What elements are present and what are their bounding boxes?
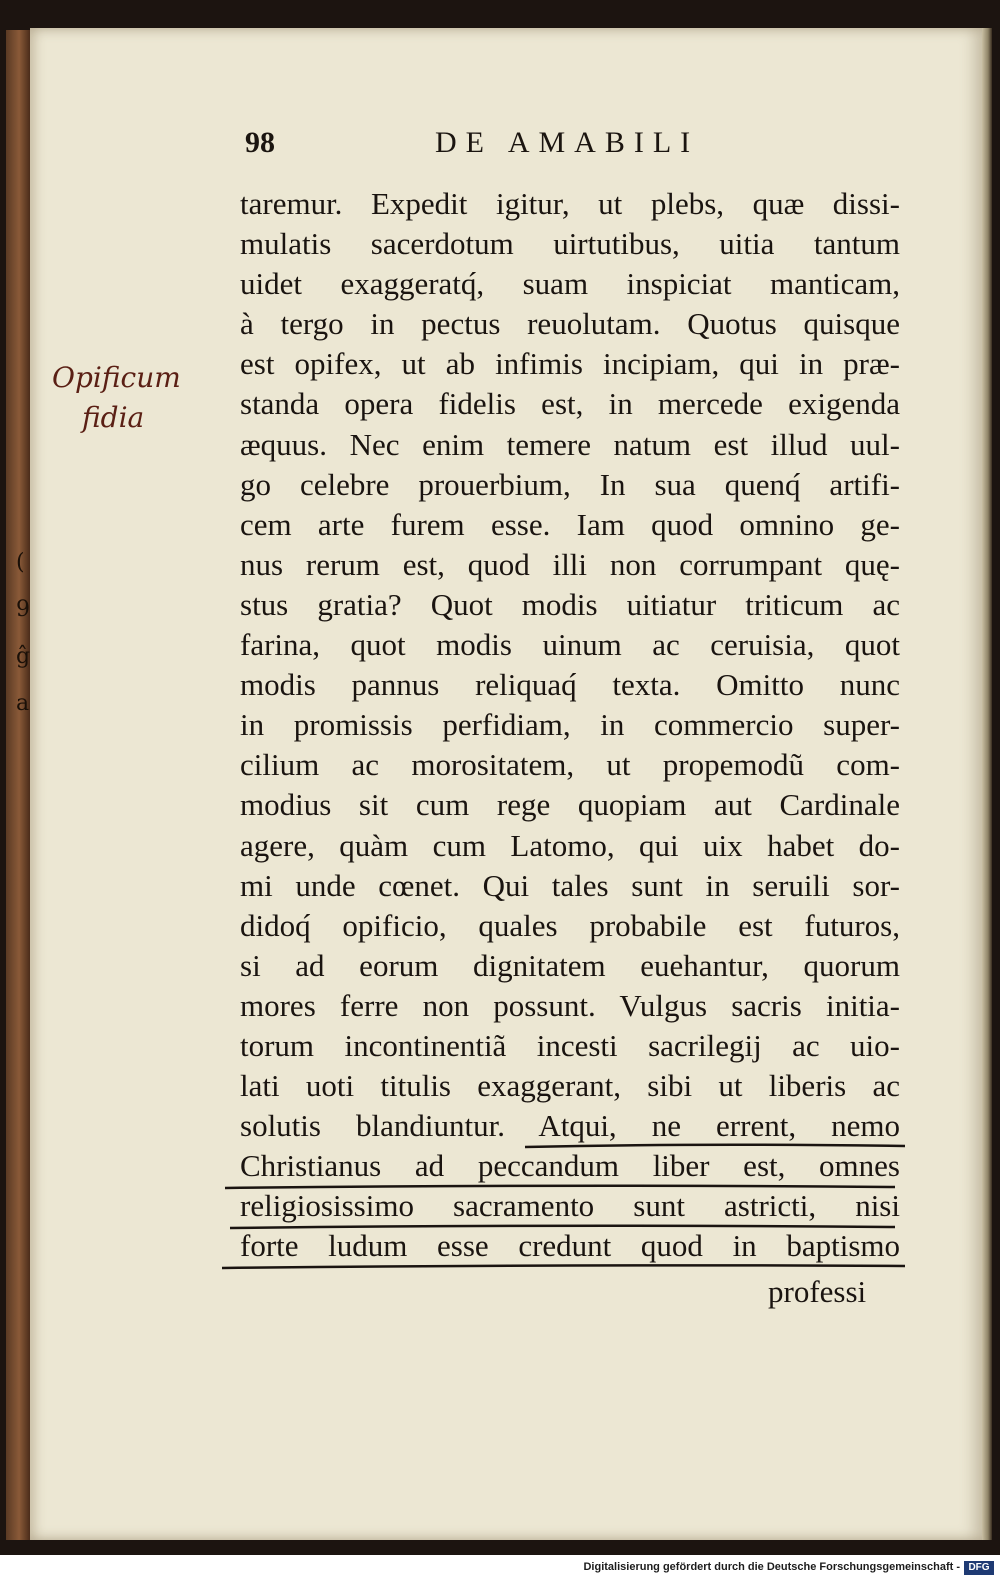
footer-credit: Digitalisierung gefördert durch die Deutsche Forschungsgemeinschaft - [583,1561,960,1573]
text-line: mulatis sacerdotum uirtutibus, uitia tantum [240,226,900,262]
spine-mark: ( [16,550,25,575]
text-line: agere, quàm cum Latomo, qui uix habet do- [240,827,900,863]
spine-mark: 9 [16,597,30,622]
page-number: 98 [245,126,275,159]
text-line: modis pannus reliquaq́ texta. Omitto nunc [240,667,900,703]
catchword: professi [768,1274,867,1309]
underline-stroke [230,1226,895,1228]
text-line: cilium ac morositatem, ut propemodũ com- [240,747,900,783]
text-line: in promissis perfidiam, in commercio super- [240,707,900,743]
text-line: est opifex, ut ab infimis incipiam, qui in præ- [240,346,900,382]
text-line: forte ludum esse credunt quod in baptismo [240,1228,900,1264]
text-line: si ad eorum dignitatem euehantur, quorum [240,947,900,983]
dfg-logo-icon: DFG [964,1561,994,1575]
running-title: DE AMABILI [435,126,700,159]
text-line: solutis blandiuntur. Atqui, ne errent, nemo [240,1108,900,1144]
text-line: mi unde cœnet. Qui tales sunt in seruili sor- [240,867,900,903]
text-line: Christianus ad peccandum liber est, omnes [240,1148,900,1184]
spine-mark: ĝ [16,644,31,669]
text-line: æquus. Nec enim temere natum est illud uul- [240,426,900,462]
text-line: torum incontinentiã incesti sacrilegij ac uio- [240,1027,900,1063]
underline-stroke [525,1145,905,1147]
marginal-note: fidia [82,401,145,434]
text-line: standa opera fidelis est, in mercede exigenda [240,386,900,422]
text-line: uidet exaggeratq́, suam inspiciat manticam, [240,266,900,302]
text-line: stus gratia? Quot modis uitiatur triticum ac [240,586,900,622]
spine-mark: a [16,691,30,716]
text-line: cem arte furem esse. Iam quod omnino ge- [240,506,900,542]
text-line: lati uoti titulis exaggerant, sibi ut liberis ac [240,1068,900,1104]
text-line: à tergo in pectus reuolutam. Quotus quisque [240,306,900,342]
text-line: didoq́ opificio, quales probabile est futuros, [240,907,900,943]
footer-bar [0,1555,1000,1585]
text-line: go celebre prouerbium, In sua quenq́ artifi- [240,466,900,502]
marginal-note: Opificum [52,361,181,394]
underline-stroke [222,1265,905,1268]
text-line: farina, quot modis uinum ac ceruisia, quot [240,627,900,663]
text-line: modius sit cum rege quopiam aut Cardinale [240,787,900,823]
text-line: mores ferre non possunt. Vulgus sacris initia- [240,987,900,1023]
text-line: religiosissimo sacramento sunt astricti, nisi [240,1188,900,1224]
text-line: nus rerum est, quod illi non corrumpant quę- [240,546,900,582]
underline-stroke [225,1186,895,1188]
text-line: taremur. Expedit igitur, ut plebs, quæ dissi- [240,186,900,221]
